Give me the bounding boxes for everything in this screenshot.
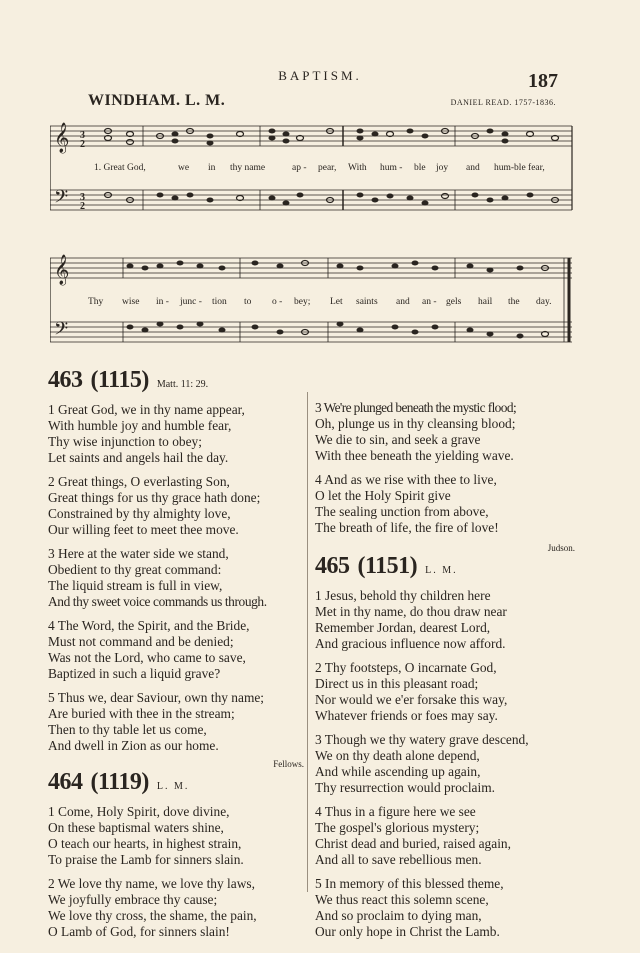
verse-line: The gospel's glorious mystery; xyxy=(315,820,480,835)
verse-line: We thus react this solemn scene, xyxy=(315,892,489,907)
lyric-syllable: in - xyxy=(156,297,169,307)
lyric-syllable: the xyxy=(508,297,520,307)
lyric-syllable: With xyxy=(348,163,367,173)
stanza xyxy=(315,660,575,724)
lyric-syllable: 1. Great God, xyxy=(94,163,146,173)
verse-line: Our only hope in Christ the Lamb. xyxy=(315,924,500,939)
hymn-attribution: Judson. xyxy=(547,543,575,553)
verse-line: The liquid stream is full in view, xyxy=(48,578,223,593)
lyric-syllable: wise xyxy=(122,297,140,307)
hymn-header xyxy=(315,553,575,588)
lyric-syllable: tion xyxy=(212,297,227,307)
verse-line: 1 Jesus, behold thy children here xyxy=(315,588,491,603)
verse-line: Thy resurrection would proclaim. xyxy=(315,780,495,795)
stanza xyxy=(48,402,304,466)
verse-line: 3 We're plunged beneath the mystic flood; xyxy=(315,400,517,415)
verse-line: O Lamb of God, for sinners slain! xyxy=(48,924,230,939)
verse-line: Constrained by thy almighty love, xyxy=(48,506,231,521)
verse-line: We die to sin, and seek a grave xyxy=(315,432,481,447)
stanza xyxy=(48,804,304,868)
column-divider xyxy=(307,392,308,892)
verse-line: We on thy death alone depend, xyxy=(315,748,480,763)
lyric-syllable: hail xyxy=(478,297,493,307)
hymn-number: 463 xyxy=(48,367,83,393)
lyric-syllable: ap - xyxy=(292,163,307,173)
stanza xyxy=(315,732,575,796)
music-system-2 xyxy=(50,250,576,360)
tune-name: WINDHAM. L. M. xyxy=(88,92,226,109)
verse-line: Nor would we e'er forsake this way, xyxy=(315,692,508,707)
verse-line: 4 Thus in a figure here we see xyxy=(315,804,476,819)
stanza xyxy=(315,804,575,868)
stanza xyxy=(315,400,575,464)
scripture-reference: Matt. 11: 29. xyxy=(156,379,209,390)
verse-line: 3 Though we thy watery grave descend, xyxy=(315,732,529,747)
lyric-syllable: in xyxy=(208,163,216,173)
verse-line: Remember Jordan, dearest Lord, xyxy=(315,620,491,635)
hymn-number: 464 xyxy=(48,769,83,795)
verse-line: We joyfully embrace thy cause; xyxy=(48,892,218,907)
stanza xyxy=(315,876,575,940)
lyric-syllable: pear, xyxy=(318,163,337,173)
verse-line: Met in thy name, do thou draw near xyxy=(315,604,507,619)
stanza xyxy=(315,472,575,536)
lyric-syllable: junc - xyxy=(180,297,202,307)
verse-line: Direct us in this pleasant road; xyxy=(315,676,479,691)
verse-line: O let the Holy Spirit give xyxy=(315,488,451,503)
verse-line: Thy wise injunction to obey; xyxy=(48,434,202,449)
verse-line: Obedient to thy great command: xyxy=(48,562,222,577)
hymn-tune-number: (1115) xyxy=(90,367,149,393)
verse-line: 2 We love thy name, we love thy laws, xyxy=(48,876,255,891)
hymn-header xyxy=(48,367,304,402)
verse-line: And while ascending up again, xyxy=(315,764,481,779)
verse-line: Oh, plunge us in thy cleansing blood; xyxy=(315,416,516,431)
lyric-syllable: to xyxy=(244,297,252,307)
verse-line: Christ dead and buried, raised again, xyxy=(315,836,511,851)
svg-text:𝄞: 𝄞 xyxy=(54,255,70,284)
verse-line: And all to save rebellious men. xyxy=(315,852,482,867)
svg-text:𝄢: 𝄢 xyxy=(54,318,69,343)
verse-line: 3 Here at the water side we stand, xyxy=(48,546,229,561)
verse-line: 2 Thy footsteps, O incarnate God, xyxy=(315,660,497,675)
stanza xyxy=(48,474,304,538)
lyric-syllable: day. xyxy=(536,297,552,307)
stanza xyxy=(48,546,304,610)
lyric-syllable: an - xyxy=(422,297,437,307)
hymn-header xyxy=(48,769,304,804)
hymn-meter: L. M. xyxy=(425,565,458,576)
lyric-syllable: joy xyxy=(436,163,449,173)
svg-text:2: 2 xyxy=(80,139,85,150)
verse-line: Whatever friends or foes may say. xyxy=(315,708,498,723)
verse-line: Are buried with thee in the stream; xyxy=(48,706,235,721)
verse-line: O teach our hearts, in highest strain, xyxy=(48,836,242,851)
lyric-syllable: gels xyxy=(446,297,462,307)
lyric-syllable: Thy xyxy=(88,297,104,307)
lyric-syllable: Let xyxy=(330,297,343,307)
lyric-syllable: we xyxy=(178,163,190,173)
verse-line: Baptized in such a liquid grave? xyxy=(48,666,221,681)
verse-line: 1 Great God, we in thy name appear, xyxy=(48,402,245,417)
lyric-syllable: hum - xyxy=(380,163,403,173)
verse-line: Must not command and be denied; xyxy=(48,634,234,649)
verse-line: To praise the Lamb for sinners slain. xyxy=(48,852,244,867)
lyric-syllable: thy name xyxy=(230,163,266,173)
verse-line: On these baptismal waters shine, xyxy=(48,820,224,835)
stanza xyxy=(315,588,575,652)
music-system-1 xyxy=(50,118,576,238)
verse-line: With humble joy and humble fear, xyxy=(48,418,232,433)
page-number: 187 xyxy=(528,70,558,92)
right-column xyxy=(315,400,575,948)
svg-text:2: 2 xyxy=(80,201,85,212)
svg-text:3: 3 xyxy=(80,130,85,141)
verse-line: 1 Come, Holy Spirit, dove divine, xyxy=(48,804,230,819)
tune-composer: DANIEL READ. 1757-1836. xyxy=(450,98,556,107)
hymn-tune-number: (1151) xyxy=(357,553,418,579)
verse-line: The breath of life, the fire of love! xyxy=(315,520,499,535)
verse-line: Our willing feet to meet thee move. xyxy=(48,522,239,537)
hymn-number: 465 xyxy=(315,553,350,579)
running-header: BAPTISM. xyxy=(278,68,362,83)
verse-line: Then to thy table let us come, xyxy=(48,722,207,737)
verse-line: The sealing unction from above, xyxy=(315,504,489,519)
verse-line: 2 Great things, O everlasting Son, xyxy=(48,474,230,489)
verse-line: Let saints and angels hail the day. xyxy=(48,450,229,465)
stanza xyxy=(48,690,304,754)
verse-line: And so proclaim to dying man, xyxy=(315,908,482,923)
lyric-syllable: and xyxy=(396,297,410,307)
hymn-tune-number: (1119) xyxy=(90,769,149,795)
verse-line: 5 Thus we, dear Saviour, own thy name; xyxy=(48,690,265,705)
verse-line: 4 The Word, the Spirit, and the Bride, xyxy=(48,618,250,633)
svg-text:3: 3 xyxy=(80,192,85,203)
verse-line: Was not the Lord, who came to save, xyxy=(48,650,246,665)
stanza xyxy=(48,618,304,682)
verse-line: 5 In memory of this blessed theme, xyxy=(315,876,504,891)
lyric-syllable: and xyxy=(466,163,480,173)
verse-line: And dwell in Zion as our home. xyxy=(48,738,219,753)
svg-text:𝄞: 𝄞 xyxy=(54,123,70,152)
hymn-attribution: Fellows. xyxy=(273,759,304,769)
left-column xyxy=(48,367,304,948)
lyric-syllable: ble xyxy=(414,163,426,173)
verse-line: 4 And as we rise with thee to live, xyxy=(315,472,497,487)
stanza xyxy=(48,876,304,940)
lyric-syllable: o - xyxy=(272,297,283,307)
lyric-syllable: bey; xyxy=(294,297,311,307)
verse-line: We love thy cross, the shame, the pain, xyxy=(48,908,257,923)
lyric-syllable: saints xyxy=(356,297,378,307)
hymn-meter: L. M. xyxy=(156,781,190,792)
verse-line: With thee beneath the yielding wave. xyxy=(315,448,514,463)
verse-line: And thy sweet voice commands us through. xyxy=(48,594,267,609)
verse-line: Great things for us thy grace hath done; xyxy=(48,490,261,505)
svg-text:𝄢: 𝄢 xyxy=(54,186,69,211)
lyric-syllable: hum-ble fear, xyxy=(494,163,545,173)
verse-line: And gracious influence now afford. xyxy=(315,636,506,651)
